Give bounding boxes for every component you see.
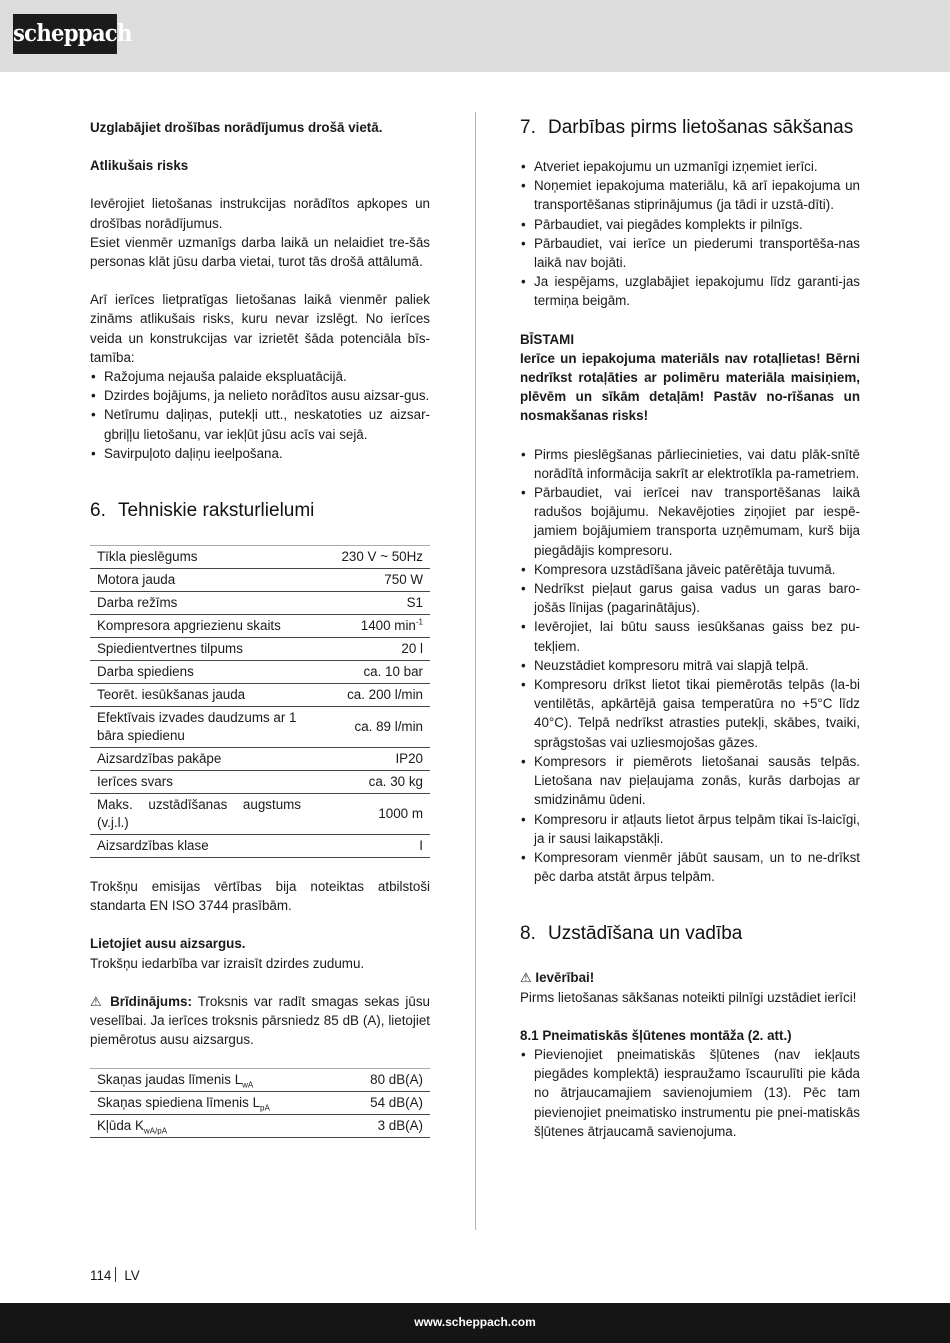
table-row: [90, 835, 430, 858]
header-bar: [0, 0, 950, 72]
list-item: • Pirms pieslēgšanas pārliecinieties, vai datu plāk-snītē norādītā informācija sakrīt ar elektrotīkla pa-rametriem.: [520, 445, 860, 483]
section-title: Uzstādīšana un vadība: [548, 923, 743, 945]
warning-triangle-icon: ⚠: [90, 993, 104, 1009]
spec-label: Kompresora apgriezienu skaits: [97, 618, 281, 634]
warning-text: Troksnis var radīt smagas sekas jūsu veselībai. Ja ierīces troksnis pārsniedz 85 dB (A), lietojiet piemērotus ausu aizsargus.: [90, 993, 430, 1048]
list-item: • Noņemiet iepakojuma materiālu, kā arī iepakojuma un transportēšanas stiprinājumus (ja tādi ir uzstā-dīti).: [520, 176, 860, 214]
noise-value: 80 dB(A): [370, 1072, 423, 1088]
installation-list: [520, 445, 860, 887]
noise-standard-paragraph: Trokšņu emisijas vērtības bija noteiktas atbilstoši standarta EN ISO 3744 prasībām.: [90, 879, 430, 914]
safety-storage-note: Uzglabājiet drošības norādījumus drošā vietā.: [90, 120, 383, 135]
table-row: [90, 794, 430, 835]
spec-value: S1: [406, 595, 423, 611]
danger-paragraph: Ierīce un iepakojuma materiāls nav rotaļlietas! Bērni nedrīkst rotaļāties ar polimēru materiāla maisiņiem, plēvēm un sīkām detaļām! Pastāv no-rīšanas un nosmakšanas risks!: [520, 350, 860, 424]
spec-value: 1000 m: [378, 806, 423, 822]
list-item: • Pārbaudiet, vai ierīcei nav transportēšanas laikā radušos bojājumu. Nekavējoties ziņojiet par iespē-jamiem bojājumiem transporta uzņēmumam, kurš bija piegādājis kompresoru.: [520, 483, 860, 560]
section-7-heading: [520, 118, 860, 138]
residual-risk-heading: Atlikušais risks: [90, 158, 189, 174]
noise-table: [90, 1068, 430, 1138]
list-item: • Kompresora uzstādīšana jāveic patērētāja tuvumā.: [520, 560, 860, 579]
list-item: • Pievienojiet pneimatiskās šļūtenes (nav iekļauts piegādes komplektā) iespraužamo īscaurulīti pie kāda no ātrjaucamajiem savienojumiem (13). Pēc tam pievienojiet pneimatisko instrumentu pie pnei-matiskās šļūtenes ātrjaucamā savienojuma.: [520, 1045, 860, 1141]
spec-value: ca. 89 l/min: [354, 719, 423, 735]
noise-label-subscript: wA/pA: [143, 1127, 168, 1137]
table-row: [90, 748, 430, 771]
table-row: [90, 546, 430, 569]
residual-risk-paragraph: Arī ierīces lietpratīgas lietošanas laikā vienmēr paliek zināms atlikušais risks, kuru nevar izslēgt. No ierīces veida un konstrukcijas var izrietēt šāda potenciāla bīs-tamība:: [90, 292, 430, 365]
spec-label: Ierīces svars: [97, 774, 173, 790]
list-item: • Ja iespējams, uzglabājiet iepakojumu līdz garanti-jas termiņa beigām.: [520, 272, 860, 310]
bottom-bar: [0, 1303, 950, 1343]
list-item: • Nedrīkst pieļaut garus gaisa vadus un garas baro-jošās līnijas (pagarinātājus).: [520, 579, 860, 617]
list-item: • Dzirdes bojājums, ja nelieto norādītos ausu aizsar-gus.: [90, 386, 430, 405]
list-item: • Savirpuļoto daļiņu ieelpošana.: [90, 444, 430, 463]
table-row: [90, 638, 430, 661]
spec-label: Maks. uzstādīšanas augstums (v.j.l.): [97, 797, 301, 831]
table-row: [90, 1115, 430, 1138]
attention-paragraph: Esiet vienmēr uzmanīgs darba laikā un nelaidiet tre-šās personas klāt jūsu darba vietai, turot tās drošā attālumā.: [90, 234, 430, 270]
table-row: [90, 615, 430, 638]
list-item: • Pārbaudiet, vai ierīce un piederumi transportēša-nas laikā nav bojāti.: [520, 234, 860, 272]
list-item: • Neuzstādiet kompresoru mitrā vai slapjā telpā.: [520, 656, 860, 675]
section-number: 6.: [90, 500, 106, 522]
scheppach-logo: scheppach: [13, 14, 117, 54]
table-row: [90, 1069, 430, 1092]
maintenance-paragraph: Ievērojiet lietošanas instrukcijas norādītos apkopes un drošības norādījumus.: [90, 196, 430, 231]
noise-label: [90, 1115, 340, 1138]
noise-warning: [90, 992, 430, 1050]
spec-label: Motora jauda: [97, 572, 176, 588]
table-row: [90, 771, 430, 794]
section-6-heading: [90, 501, 430, 521]
noise-label-text: Skaņas jaudas līmenis L: [97, 1072, 243, 1088]
attention-label: Ievērībai!: [535, 970, 595, 986]
hearing-loss-paragraph: Trokšņu iedarbība var izraisīt dzirdes zudumu.: [90, 955, 365, 971]
list-item: • Pārbaudiet, vai piegādes komplekts ir pilnīgs.: [520, 215, 860, 234]
spec-label: Aizsardzības klase: [97, 838, 209, 854]
column-divider: [475, 112, 476, 1230]
section-title: Darbības pirms lietošanas sākšanas: [548, 117, 854, 138]
spec-label: Teorēt. iesūkšanas jauda: [97, 687, 246, 703]
list-item: • Ražojuma nejauša palaide ekspluatācijā.: [90, 367, 430, 386]
spec-value: 20 l: [401, 641, 423, 657]
noise-label: [90, 1069, 340, 1092]
noise-label: [90, 1092, 340, 1115]
spec-value: ca. 200 l/min: [347, 687, 423, 703]
noise-label-subscript: pA: [260, 1104, 270, 1114]
left-column: [90, 118, 430, 1138]
footer-separator: [115, 1267, 116, 1282]
noise-value: 54 dB(A): [370, 1095, 423, 1111]
table-row: [90, 661, 430, 684]
spec-value-exponent: -1: [415, 617, 423, 627]
list-item: • Kompresors ir piemērots lietošanai sausās telpās. Lietošana nav pieļaujama zonās, kurās darbojas ar smidzināmu ūdeni.: [520, 752, 860, 810]
website-url[interactable]: www.scheppach.com: [414, 1315, 536, 1329]
spec-label: Darba režīms: [97, 595, 178, 611]
spec-label: Aizsardzības pakāpe: [97, 751, 222, 767]
danger-heading: BĪSTAMI: [520, 331, 575, 347]
table-row: [90, 707, 430, 748]
table-row: [90, 592, 430, 615]
table-row: [90, 684, 430, 707]
noise-label-text: Kļūda K: [97, 1118, 144, 1134]
table-row: [90, 569, 430, 592]
hose-mounting-list: [520, 1045, 860, 1141]
right-column: [520, 118, 860, 1141]
risk-list: [90, 367, 430, 463]
table-row: [90, 1092, 430, 1115]
language-code: LV: [124, 1268, 140, 1283]
attention-paragraph: Pirms lietošanas sākšanas noteikti pilnīgi uzstādiet ierīci!: [520, 989, 857, 1005]
section-number: 8.: [520, 923, 536, 945]
spec-value: [308, 615, 430, 638]
warning-label: Brīdinājums:: [110, 993, 192, 1009]
spec-value: ca. 30 kg: [368, 774, 423, 790]
list-item: • Kompresoram vienmēr jābūt sausam, un to ne-drīkst pēc darba atstāt ārpus telpām.: [520, 848, 860, 886]
warning-triangle-icon: ⚠: [520, 970, 532, 986]
noise-label-text: Skaņas spiediena līmenis L: [97, 1095, 261, 1111]
spec-value-text: 1400 min: [360, 618, 416, 634]
list-item: • Kompresoru ir atļauts lietot ārpus telpām tikai īs-laicīgi, ja ir sausi laikapstākļi.: [520, 810, 860, 848]
noise-value: 3 dB(A): [377, 1118, 423, 1134]
list-item: • Atveriet iepakojumu un uzmanīgi izņemiet ierīci.: [520, 157, 860, 176]
noise-label-subscript: wA: [242, 1081, 254, 1091]
section-number: 7.: [520, 117, 536, 138]
ear-protection-heading: Lietojiet ausu aizsargus.: [90, 936, 246, 952]
page-footer: [90, 1266, 140, 1285]
spec-label: Tīkla pieslēgums: [97, 549, 198, 565]
spec-label: Darba spiediens: [97, 664, 194, 680]
list-item: • Ievērojiet, lai būtu sauss iesūkšanas gaiss bez pu-tekļiem.: [520, 617, 860, 655]
technical-data-table: [90, 545, 430, 858]
spec-value: I: [419, 838, 423, 854]
list-item: • Netīrumu daļiņas, putekļi utt., neskatoties uz aizsar-gbriļļu lietošanu, var iekļūt jūsu acīs vai sejā.: [90, 405, 430, 443]
spec-value: 750 W: [384, 572, 423, 588]
preparation-list: [520, 157, 860, 311]
subsection-8-1-heading: 8.1 Pneimatiskās šļūtenes montāža (2. att.): [520, 1027, 792, 1043]
spec-value: IP20: [395, 751, 423, 767]
list-item: • Kompresoru drīkst lietot tikai piemērotās telpās (la-bi ventilētās, apkārtējā gaisa temperatūra no +5°C līdz 40°C). Telpā nedrīkst atrasties putekļi, skābes, tvaiki, sprāgstošas vai uzliesmojošas gāzes.: [520, 675, 860, 752]
spec-label: Efektīvais izvades daudzums ar 1 bāra spiedienu: [97, 710, 297, 744]
spec-value: ca. 10 bar: [363, 664, 423, 680]
section-title: Tehniskie raksturlielumi: [118, 500, 315, 522]
page-number: 114: [90, 1268, 112, 1283]
spec-value: 230 V ~ 50Hz: [341, 549, 423, 565]
section-8-heading: [520, 924, 860, 944]
attention-heading: [520, 968, 860, 987]
spec-label: Spiedientvertnes tilpums: [97, 641, 243, 657]
